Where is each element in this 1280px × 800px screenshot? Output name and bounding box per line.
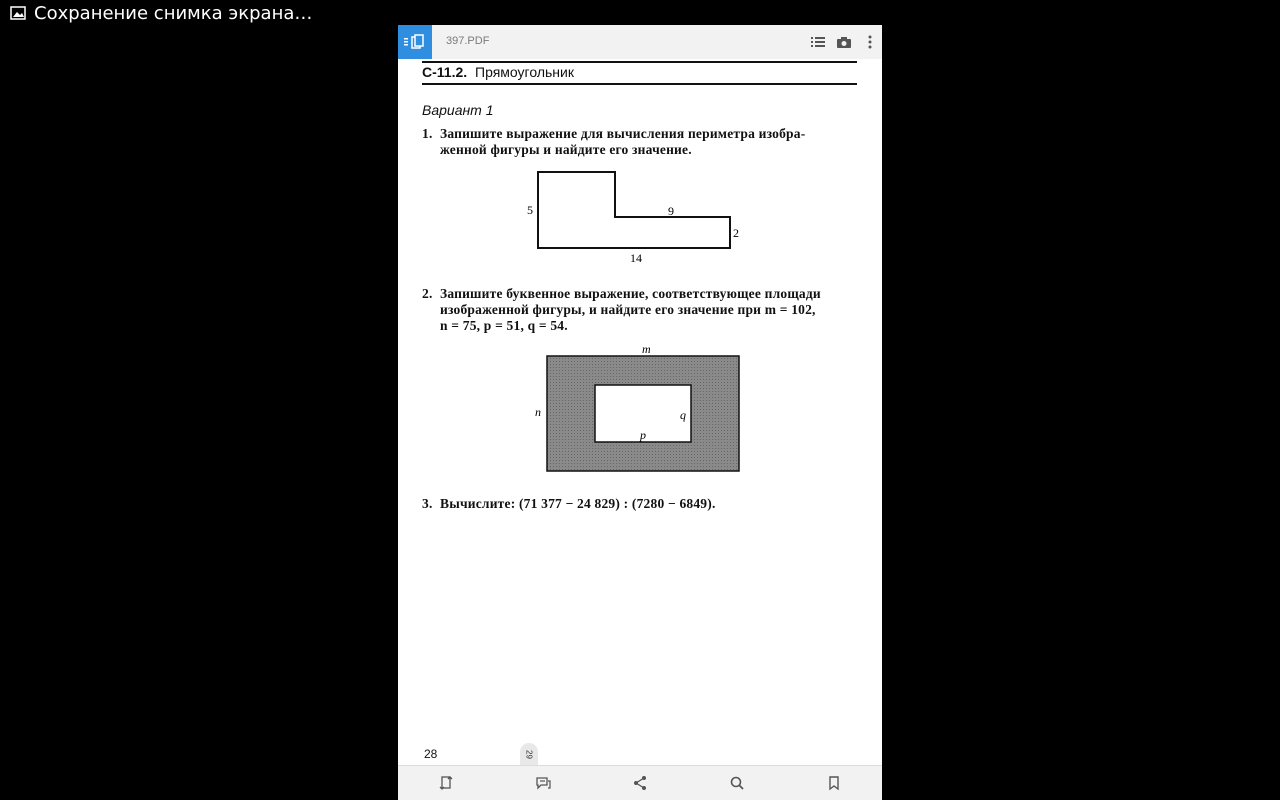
section-code: С-11.2. bbox=[422, 64, 468, 80]
label-q: q bbox=[680, 408, 686, 422]
page-number: 28 bbox=[424, 747, 438, 761]
task-2-text-line3: n = 75, p = 51, q = 54. bbox=[440, 318, 568, 333]
notification-text: Сохранение снимка экрана… bbox=[34, 2, 313, 24]
file-name: 397.PDF bbox=[446, 35, 490, 47]
header-rule-bottom bbox=[422, 83, 857, 85]
image-icon bbox=[10, 6, 26, 20]
task-3-number: 3. bbox=[422, 496, 433, 511]
snapshot-button[interactable] bbox=[836, 33, 852, 51]
task-2-number: 2. bbox=[422, 286, 433, 301]
documents-icon bbox=[404, 34, 426, 50]
search-icon bbox=[729, 775, 745, 791]
page-indicator-tab[interactable]: 29 bbox=[520, 743, 538, 765]
variant-label: Вариант 1 bbox=[422, 102, 494, 118]
pdf-reader-window bbox=[398, 25, 882, 800]
label-m: m bbox=[642, 342, 651, 356]
task-3 bbox=[422, 496, 858, 512]
share-button[interactable] bbox=[628, 771, 652, 795]
label-9: 9 bbox=[668, 204, 674, 218]
section-heading bbox=[422, 64, 574, 80]
task-2-text-line2: изображенной фигуры, и найдите его значение при m = 102, bbox=[440, 302, 816, 317]
label-p: p bbox=[640, 428, 646, 442]
bookmark-button[interactable] bbox=[822, 771, 846, 795]
list-icon bbox=[811, 36, 825, 48]
section-title: Прямоугольник bbox=[475, 64, 574, 80]
more-button[interactable] bbox=[862, 33, 878, 51]
bookmark-icon bbox=[826, 775, 842, 791]
figure-2-frame bbox=[528, 342, 748, 474]
task-1-text-line2: женной фигуры и найдите его значение. bbox=[440, 142, 692, 157]
documents-drawer-button[interactable] bbox=[398, 25, 432, 59]
task-1-text-line1: Запишите выражение для вычисления периметра изобра- bbox=[440, 126, 806, 141]
task-1 bbox=[422, 126, 858, 158]
toc-button[interactable] bbox=[810, 33, 826, 51]
share-icon bbox=[632, 775, 648, 791]
task-3-text: Вычислите: (71 377 − 24 829) : (7280 − 6849). bbox=[440, 496, 716, 511]
status-notification bbox=[10, 2, 312, 24]
comments-button[interactable] bbox=[531, 771, 555, 795]
more-vert-icon bbox=[868, 35, 872, 49]
figure-1-l-shape bbox=[518, 165, 748, 269]
camera-icon bbox=[837, 36, 851, 48]
label-2: 2 bbox=[733, 226, 739, 240]
comment-icon bbox=[535, 775, 551, 791]
toolbar bbox=[398, 25, 882, 60]
label-5: 5 bbox=[527, 203, 533, 217]
task-2-text-line1: Запишите буквенное выражение, соответствующее площади bbox=[440, 286, 821, 301]
label-14: 14 bbox=[630, 251, 642, 265]
bottom-toolbar bbox=[398, 765, 882, 800]
task-2 bbox=[422, 286, 858, 334]
page-rotate-icon bbox=[438, 775, 454, 791]
task-1-number: 1. bbox=[422, 126, 433, 141]
header-rule-top bbox=[422, 61, 857, 63]
label-n: n bbox=[535, 405, 541, 419]
search-button[interactable] bbox=[725, 771, 749, 795]
l-shape-outline bbox=[538, 172, 730, 248]
pdf-page[interactable] bbox=[398, 59, 882, 765]
rotate-button[interactable] bbox=[434, 771, 458, 795]
